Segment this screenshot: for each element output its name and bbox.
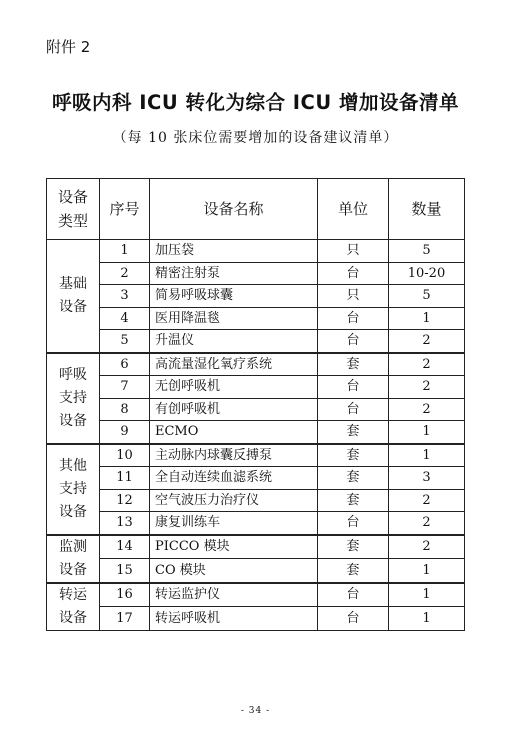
equipment-table bbox=[46, 178, 465, 631]
unit: 套 bbox=[318, 467, 389, 490]
table-row bbox=[47, 307, 465, 330]
header-number: 序号 bbox=[100, 179, 150, 240]
table-row bbox=[47, 285, 465, 308]
table-row bbox=[47, 559, 465, 583]
unit: 套 bbox=[318, 444, 389, 467]
equipment-name: 精密注射泵 bbox=[150, 262, 318, 285]
unit: 台 bbox=[318, 607, 389, 631]
equipment-name: 转运监护仪 bbox=[150, 583, 318, 607]
table-row bbox=[47, 444, 465, 467]
document-subtitle: （每 10 张床位需要增加的设备建议清单） bbox=[112, 130, 399, 146]
equipment-name: 主动脉内球囊反搏泵 bbox=[150, 444, 318, 467]
row-number: 13 bbox=[100, 512, 150, 535]
quantity: 2 bbox=[389, 398, 465, 421]
quantity: 2 bbox=[389, 330, 465, 353]
quantity: 3 bbox=[389, 467, 465, 490]
table-row bbox=[47, 240, 465, 263]
equipment-name: 空气波压力治疗仪 bbox=[150, 489, 318, 512]
category-cell bbox=[47, 444, 100, 535]
category-cell bbox=[47, 353, 100, 444]
equipment-name: ECMO bbox=[150, 421, 318, 444]
row-number: 15 bbox=[100, 559, 150, 583]
category-line: 设备 bbox=[59, 609, 87, 626]
table-row bbox=[47, 583, 465, 607]
table-row bbox=[47, 398, 465, 421]
equipment-name: 升温仪 bbox=[150, 330, 318, 353]
equipment-name: 转运呼吸机 bbox=[150, 607, 318, 631]
unit: 台 bbox=[318, 307, 389, 330]
category-line: 支持 bbox=[59, 480, 87, 497]
category-cell bbox=[47, 535, 100, 583]
table-row bbox=[47, 262, 465, 285]
row-number: 5 bbox=[100, 330, 150, 353]
quantity: 2 bbox=[389, 535, 465, 559]
header-category-line2: 类型 bbox=[57, 212, 88, 230]
row-number: 17 bbox=[100, 607, 150, 631]
table-header-row bbox=[47, 179, 465, 240]
page-number: - 34 - bbox=[240, 706, 271, 716]
table-row bbox=[47, 535, 465, 559]
unit: 台 bbox=[318, 398, 389, 421]
equipment-name: 简易呼吸球囊 bbox=[150, 285, 318, 308]
row-number: 10 bbox=[100, 444, 150, 467]
row-number: 9 bbox=[100, 421, 150, 444]
category-line: 设备 bbox=[59, 412, 87, 429]
quantity: 5 bbox=[389, 285, 465, 308]
equipment-name: 高流量湿化氧疗系统 bbox=[150, 353, 318, 376]
unit: 套 bbox=[318, 559, 389, 583]
quantity: 1 bbox=[389, 421, 465, 444]
document-title: 呼吸内科 ICU 转化为综合 ICU 增加设备清单 bbox=[52, 91, 459, 114]
category-line: 监测 bbox=[59, 538, 87, 555]
row-number: 11 bbox=[100, 467, 150, 490]
header-category bbox=[47, 179, 100, 240]
equipment-name: PICCO 模块 bbox=[150, 535, 318, 559]
header-name: 设备名称 bbox=[150, 179, 318, 240]
unit: 只 bbox=[318, 285, 389, 308]
unit: 台 bbox=[318, 376, 389, 399]
equipment-name: 全自动连续血滤系统 bbox=[150, 467, 318, 490]
category-cell bbox=[47, 240, 100, 353]
category-cell bbox=[47, 583, 100, 631]
row-number: 16 bbox=[100, 583, 150, 607]
row-number: 14 bbox=[100, 535, 150, 559]
category-line: 设备 bbox=[59, 298, 87, 315]
table-row bbox=[47, 376, 465, 399]
header-category-line1: 设备 bbox=[57, 188, 88, 206]
quantity: 2 bbox=[389, 376, 465, 399]
row-number: 7 bbox=[100, 376, 150, 399]
row-number: 12 bbox=[100, 489, 150, 512]
equipment-name: 医用降温毯 bbox=[150, 307, 318, 330]
quantity: 1 bbox=[389, 607, 465, 631]
unit: 台 bbox=[318, 262, 389, 285]
category-line: 设备 bbox=[59, 561, 87, 578]
unit: 套 bbox=[318, 489, 389, 512]
header-quantity: 数量 bbox=[389, 179, 465, 240]
category-line: 其他 bbox=[59, 457, 87, 474]
equipment-name: 有创呼吸机 bbox=[150, 398, 318, 421]
quantity: 1 bbox=[389, 307, 465, 330]
quantity: 2 bbox=[389, 353, 465, 376]
table-row bbox=[47, 330, 465, 353]
unit: 台 bbox=[318, 583, 389, 607]
row-number: 1 bbox=[100, 240, 150, 263]
equipment-name: CO 模块 bbox=[150, 559, 318, 583]
row-number: 2 bbox=[100, 262, 150, 285]
unit: 套 bbox=[318, 353, 389, 376]
category-line: 基础 bbox=[59, 275, 87, 292]
table-row bbox=[47, 467, 465, 490]
table-row bbox=[47, 353, 465, 376]
unit: 台 bbox=[318, 330, 389, 353]
attachment-label: 附件 2 bbox=[46, 38, 91, 56]
equipment-name: 无创呼吸机 bbox=[150, 376, 318, 399]
table-row bbox=[47, 607, 465, 631]
unit: 台 bbox=[318, 512, 389, 535]
category-line: 呼吸 bbox=[59, 366, 87, 383]
quantity: 2 bbox=[389, 512, 465, 535]
row-number: 4 bbox=[100, 307, 150, 330]
unit: 只 bbox=[318, 240, 389, 263]
unit: 套 bbox=[318, 535, 389, 559]
row-number: 8 bbox=[100, 398, 150, 421]
row-number: 6 bbox=[100, 353, 150, 376]
quantity: 10-20 bbox=[389, 262, 465, 285]
category-line: 转运 bbox=[59, 586, 87, 603]
category-line: 设备 bbox=[59, 503, 87, 520]
category-line: 支持 bbox=[59, 389, 87, 406]
equipment-name: 加压袋 bbox=[150, 240, 318, 263]
quantity: 2 bbox=[389, 489, 465, 512]
table-row bbox=[47, 421, 465, 444]
unit: 套 bbox=[318, 421, 389, 444]
quantity: 1 bbox=[389, 583, 465, 607]
quantity: 1 bbox=[389, 444, 465, 467]
equipment-name: 康复训练车 bbox=[150, 512, 318, 535]
quantity: 1 bbox=[389, 559, 465, 583]
table-body bbox=[47, 240, 465, 631]
header-unit: 单位 bbox=[318, 179, 389, 240]
quantity: 5 bbox=[389, 240, 465, 263]
table-row bbox=[47, 489, 465, 512]
row-number: 3 bbox=[100, 285, 150, 308]
table-row bbox=[47, 512, 465, 535]
